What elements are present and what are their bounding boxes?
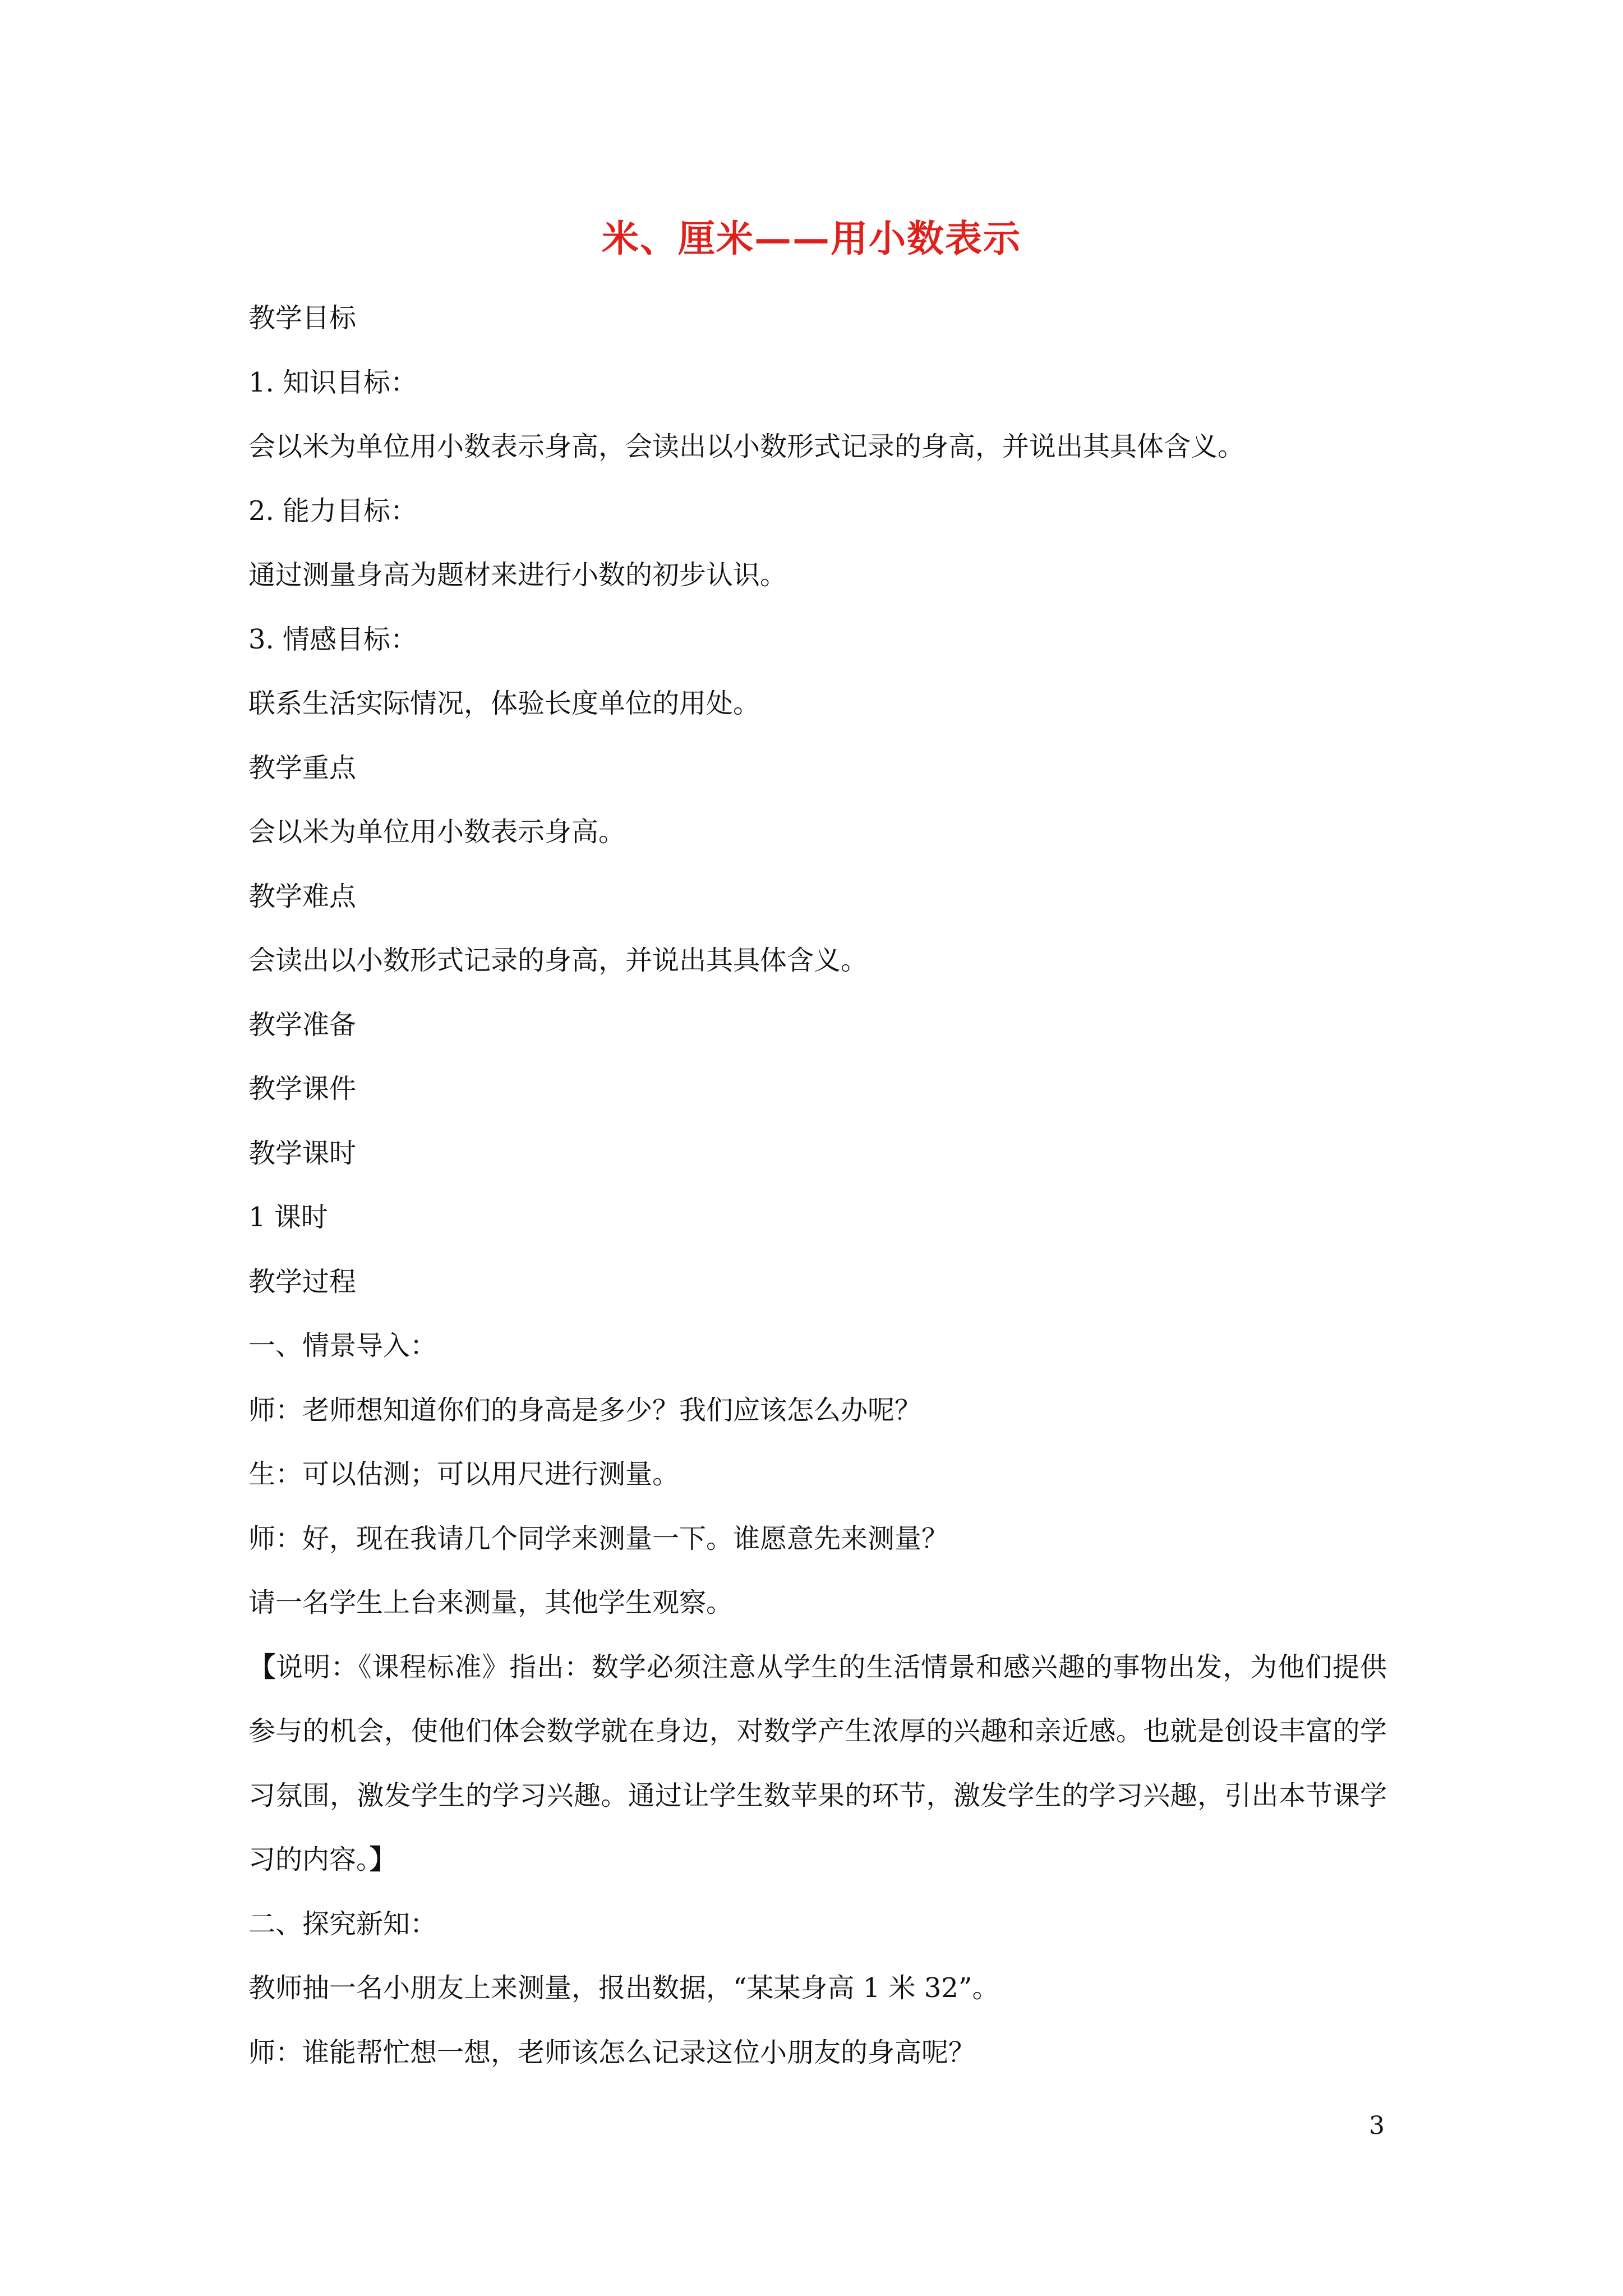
sub-heading: 1. 知识目标： [248,366,418,398]
paragraph: 1 课时 [248,1202,328,1233]
dialogue-line: 师：好，现在我请几个同学来测量一下。谁愿意先来测量？ [248,1522,949,1554]
paragraph: 会以米为单位用小数表示身高，会读出以小数形式记录的身高，并说出其具体含义。 [248,431,1245,462]
section-heading: 教学准备 [248,1009,357,1041]
document-body [248,286,1387,2085]
section-heading: 教学重点 [248,752,357,784]
section-heading: 教学课时 [248,1137,357,1169]
paragraph: 教学课件 [248,1073,357,1105]
paragraph: 教师抽一名小朋友上来测量，报出数据，“某某身高 1 米 32”。 [248,1972,999,2004]
document-title: 米、厘米——用小数表示 [602,217,1021,260]
note-text: 说明：《课程标准》指出：数学必须注意从学生的生活情景和感兴趣的事物出发，为他们提供参与的机会，使他们体会数学就在身边，对数学产生浓厚的兴趣和亲近感。也就是创设丰富的学习氛围，激发学生的学习兴趣。通过让学生数苹果的环节，激发学生的学习兴趣，引出本节课学习的内容。 [248,1651,1387,1875]
sub-heading: 3. 情感目标： [248,623,418,655]
page-number: 3 [1369,2111,1385,2140]
dialogue-line: 师：谁能帮忙想一想，老师该怎么记录这位小朋友的身高呢？ [248,2036,976,2068]
sub-heading: 2. 能力目标： [248,495,418,527]
sub-heading: 二、探究新知： [248,1908,437,1940]
note-paragraph [248,1635,1387,1892]
paragraph: 请一名学生上台来测量，其他学生观察。 [248,1587,734,1618]
paragraph: 会读出以小数形式记录的身高，并说出其具体含义。 [248,945,868,976]
paragraph: 通过测量身高为题材来进行小数的初步认识。 [248,559,787,591]
dialogue-line: 生：可以估测；可以用尺进行测量。 [248,1458,680,1490]
sub-heading: 一、情景导入： [248,1330,437,1361]
paragraph: 联系生活实际情况，体验长度单位的用处。 [248,688,760,719]
section-heading: 教学目标 [248,302,357,334]
dialogue-line: 师：老师想知道你们的身高是多少？我们应该怎么办呢？ [248,1394,922,1426]
section-heading: 教学难点 [248,880,357,912]
note-close-bracket: 】 [370,1844,397,1875]
section-heading: 教学过程 [248,1266,357,1297]
note-open-bracket: 【 [248,1651,276,1683]
paragraph: 会以米为单位用小数表示身高。 [248,816,626,848]
